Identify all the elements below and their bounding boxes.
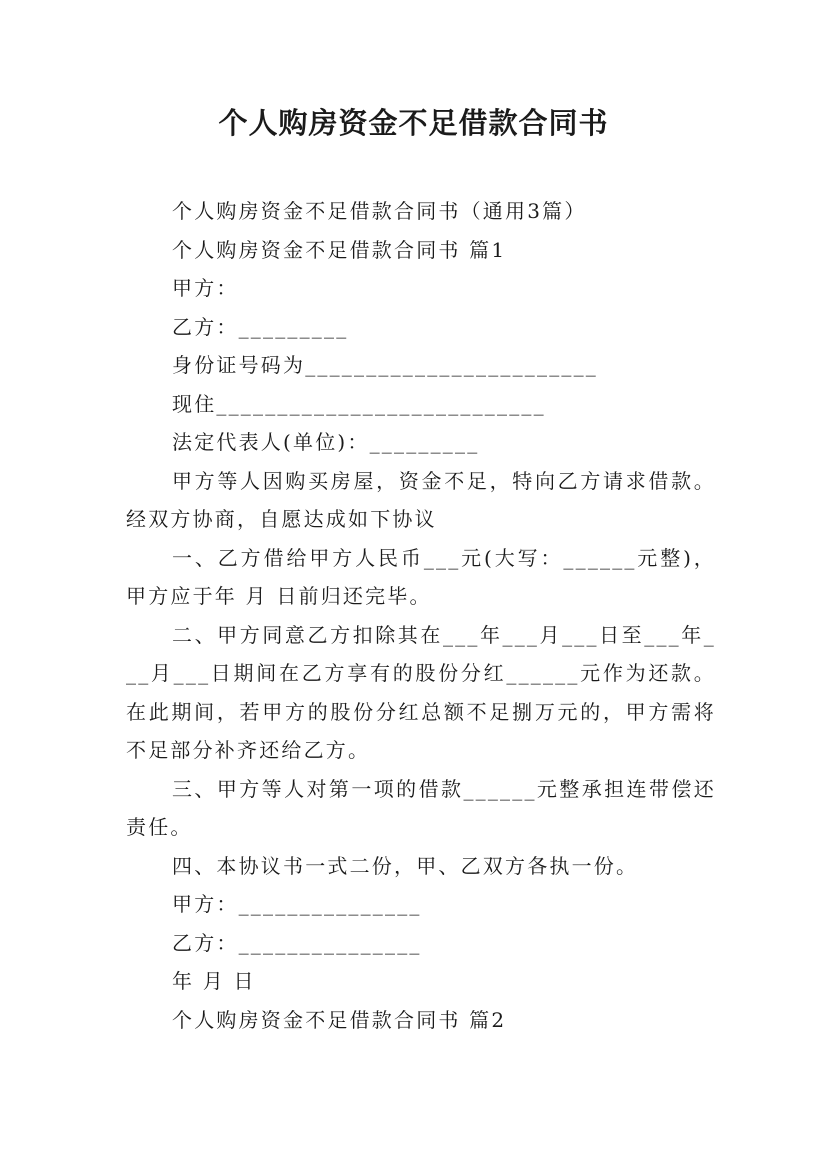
subtitle-paragraph: 个人购房资金不足借款合同书（通用3篇） — [172, 199, 587, 223]
address-line: 现住___________________________ — [172, 391, 546, 416]
document-title: 个人购房资金不足借款合同书 — [218, 106, 609, 140]
section-heading-2: 个人购房资金不足借款合同书 篇2 — [172, 1007, 507, 1032]
id-number-line: 身份证号码为________________________ — [172, 353, 598, 377]
party-a-line: 甲方： — [172, 276, 239, 300]
document-body — [126, 192, 716, 1039]
section-heading: 个人购房资金不足借款合同书 篇1 — [172, 237, 507, 262]
signature-party-a: 甲方：_______________ — [172, 892, 422, 916]
clause-2: 二、甲方同意乙方扣除其在___年___月___日至___年___月___日期间在乙方享有的股份分红______元作为还款。在此期间，若甲方的股份分红总额不足捌万元的，甲方需将不足部分补齐还给乙方。 — [126, 622, 716, 762]
party-b-line: 乙方：_________ — [172, 314, 349, 339]
clause-3: 三、甲方等人对第一项的借款______元整承担连带偿还责任。 — [126, 776, 716, 839]
signature-party-b: 乙方：_______________ — [172, 930, 422, 955]
legal-rep-line: 法定代表人(单位)：_________ — [172, 430, 480, 454]
preamble-paragraph: 甲方等人因购买房屋，资金不足，特向乙方请求借款。经双方协商，自愿达成如下协议 — [126, 468, 716, 531]
clause-4: 四、本协议书一式二份，甲、乙双方各执一份。 — [172, 853, 639, 878]
clause-1: 一、乙方借给甲方人民币___元(大写：______元整)，甲方应于年 月 日前归还完毕。 — [126, 545, 716, 608]
date-line: 年 月 日 — [172, 969, 256, 993]
